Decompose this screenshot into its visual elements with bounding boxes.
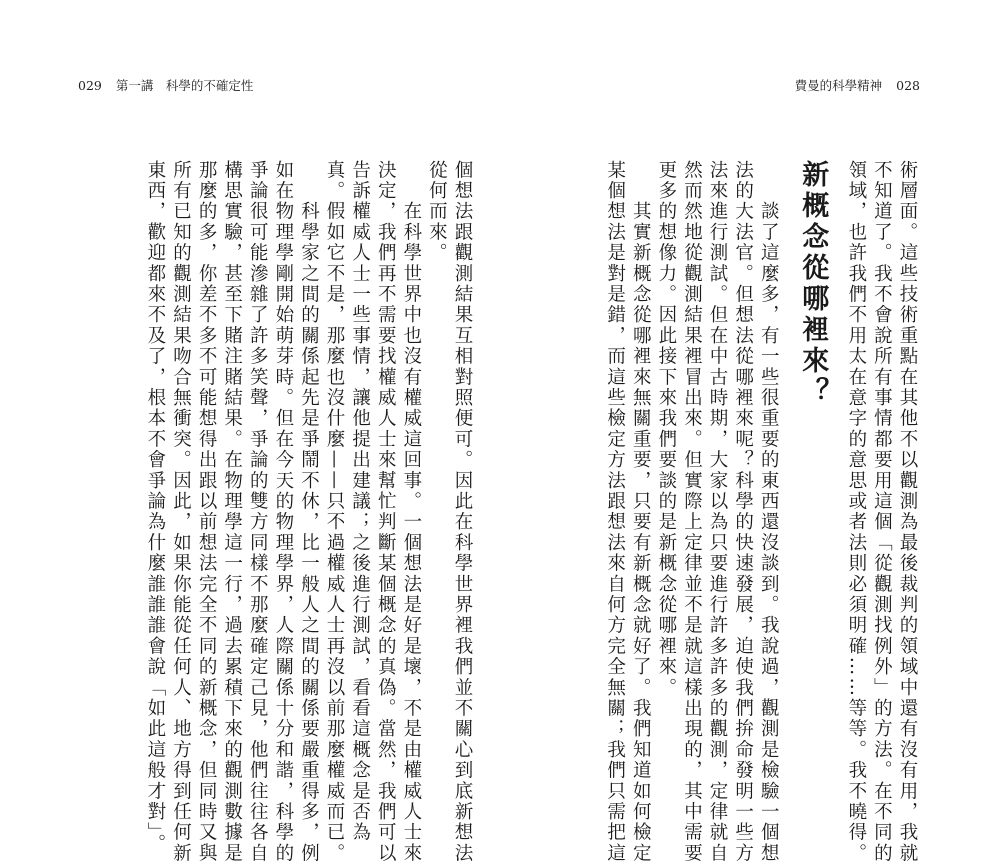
text-line: 決定，我們再不需要找權威人士來幫忙判斷某個概念的真偽。當然，我們可以 bbox=[375, 160, 397, 864]
text-line: 構思實驗，甚至下賭注賭結果。在物理學這一行，過去累積下來的觀測數據是 bbox=[221, 160, 243, 864]
text-line: 告訴權威人士一些事情，讓他提出建議；之後進行測試，看看這概念是否為 bbox=[349, 160, 371, 844]
text-line: 領域，也許我們不用太在意字的意思或者法則必須明確……等等。我不曉得。 bbox=[845, 160, 867, 864]
right-page-number: 028 bbox=[896, 78, 920, 93]
text-line: 個想法跟觀測結果互相對照便可。因此在科學世界裡我們並不關心到底新想法 bbox=[452, 160, 473, 864]
text-line: 科學家之間的關係起先是爭鬧不休，比一般人之間的關係要嚴重得多，例 bbox=[298, 160, 320, 864]
text-line: 更多的想像力。因此接下來我們要談的是新概念從哪裡來。 bbox=[655, 160, 677, 699]
text-line: 在科學世界中也沒有權威這回事。一個想法是好是壞，不是由權威人士來 bbox=[400, 160, 422, 864]
right-page-body bbox=[602, 160, 920, 864]
left-page-header bbox=[78, 76, 253, 94]
text-line: 法來進行測試。但在中古時期，大家以為只要進行許多許多的觀測，定律就自 bbox=[707, 160, 729, 864]
text-line: 不知道了。我不會說所有事情都要用這個「從觀測找例外」的方法。在不同的 bbox=[871, 160, 893, 864]
text-line: 從何而來。 bbox=[426, 160, 448, 264]
right-page-header bbox=[795, 76, 920, 94]
text-line: 其實新概念從哪裡來無關重要，只要有新概念就好了。我們知道如何檢定 bbox=[630, 160, 652, 864]
right-book-title: 費曼的科學精神 bbox=[794, 78, 883, 93]
text-line: 那麼的多，你差不多不可能想得出跟以前想法完全不同的新概念，但同時又與 bbox=[196, 160, 218, 864]
section-heading: 新概念從哪裡來？ bbox=[797, 160, 829, 408]
left-page-body bbox=[142, 160, 475, 864]
text-line: 東西，歡迎都來不及了，根本不會爭論為什麼誰誰誰會說「如此這般才對」。 bbox=[144, 160, 166, 855]
text-line: 如在物理學剛開始萌芽時。但在今天的物理學界，人際關係十分和諧，科學的 bbox=[272, 160, 294, 864]
text-line: 然而然地從觀測結果裡冒出來。但實際上定律並不是就這樣出現的，其中需要 bbox=[681, 160, 703, 864]
text-line: 法的大法官。但想法從哪裡來呢？科學的快速發展，迫使我們拚命發明一些方 bbox=[732, 160, 754, 864]
text-line: 爭論很可能滲雜了許多笑聲，爭論的雙方同樣不那麼確定己見，他們往往各自 bbox=[247, 160, 269, 864]
text-line: 所有已知的觀測結果吻合無衝突。因此，如果你能從任何人、地方得到任何新 bbox=[170, 160, 192, 864]
left-page-number: 029 bbox=[78, 78, 102, 93]
text-line: 真。假如它不是，那麼也沒什麼——只不過權威人士再沒以前那麼權威而已。 bbox=[324, 160, 346, 864]
text-line: 術層面。這些技術重點在其他不以觀測為最後裁判的領域中還有沒有用，我就 bbox=[897, 160, 918, 864]
text-line: 某個想法是對是錯，而這些檢定方法跟想法來自何方完全無關；我們只需把這 bbox=[604, 160, 626, 864]
text-line: 談了這麼多，有一些很重要的東西還沒談到。我說過，觀測是檢驗一個想 bbox=[758, 160, 780, 864]
left-chapter-title: 第一講 科學的不確定性 bbox=[115, 78, 254, 93]
